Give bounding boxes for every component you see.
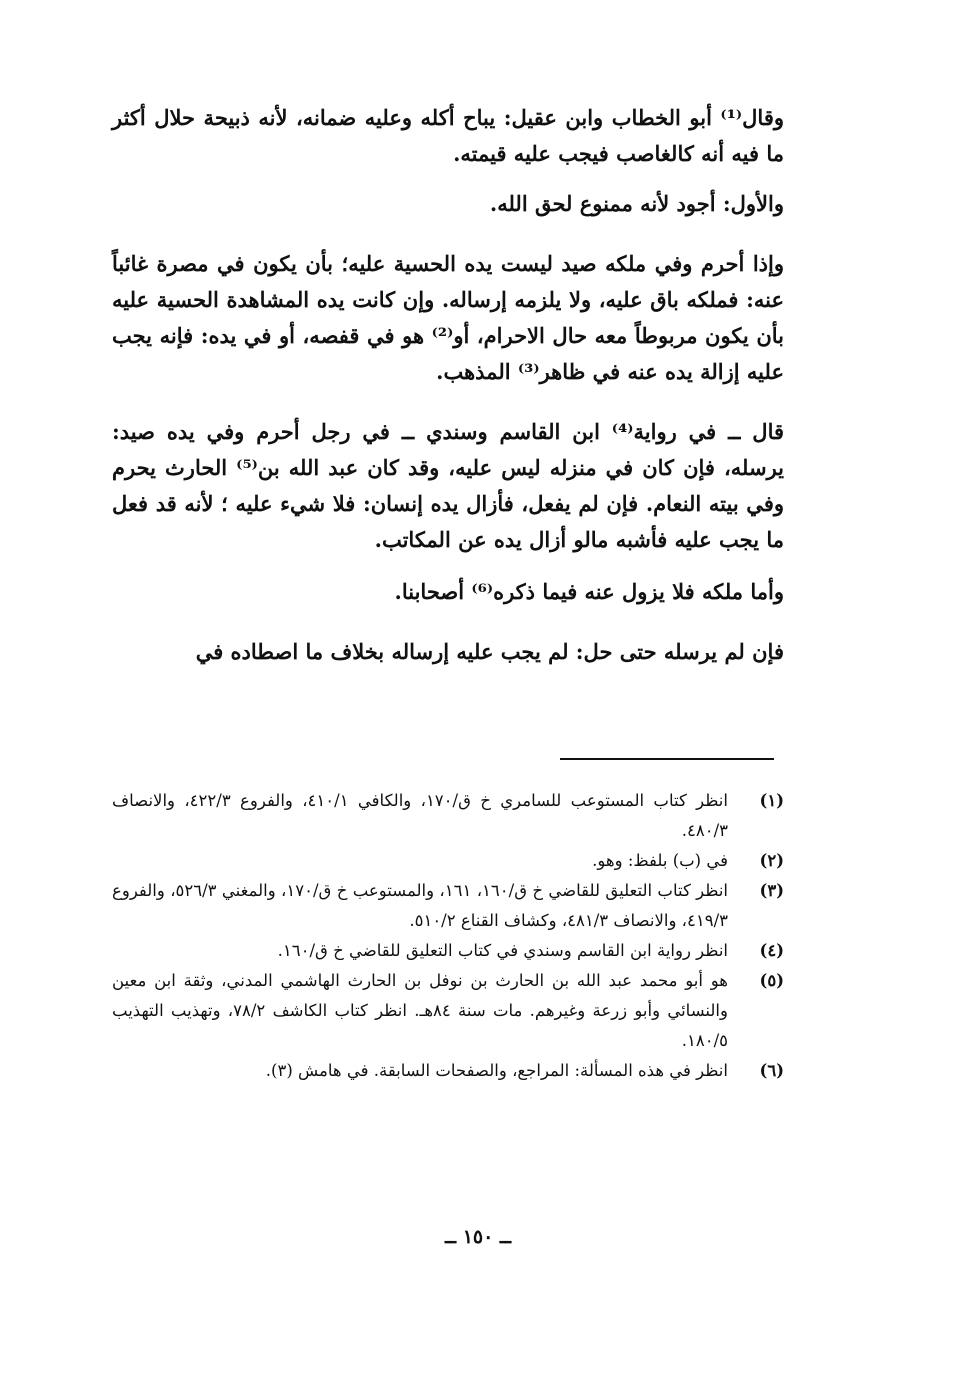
footnote-6 xyxy=(112,1056,784,1086)
footnote-number: (٤) xyxy=(759,941,784,960)
footnote-number: (١) xyxy=(759,791,784,810)
footnote-separator xyxy=(560,758,774,760)
footnote-text: هو أبو محمد عبد الله بن الحارث بن نوفل بن الحارث الهاشمي المدني، وثقة ابن معين والنسائي وأبو زرعة وغيرهم. مات سنة ٨٤هـ. انظر كتاب الكاشف ٧٨/٢، وتهذيب التهذيب ١٨٠/٥. xyxy=(112,971,728,1050)
paragraph-3: وإذا أحرم وفي ملكه صيد ليست يده الحسية عليه؛ بأن يكون في مصرة غائباً عنه: فملكه باق عليه، ولا يلزمه إرساله. وإن كانت يده المشاهدة الحسية عليه بأن يكون مربوطاً معه حال الاحرام، أو⁽²⁾ هو في قفصه، أو في يده: فإنه يجب عليه إزالة يده عنه في ظاهر⁽³⁾ المذهب. xyxy=(112,251,784,384)
footnote-text: انظر رواية ابن القاسم وسندي في كتاب التعليق للقاضي خ ق/١٦٠. xyxy=(277,941,728,960)
paragraph-5: وأما ملكه فلا يزول عنه فيما ذكره⁽⁶⁾ أصحابنا. xyxy=(394,579,784,604)
footnote-text: انظر في هذه المسألة: المراجع، والصفحات السابقة. في هامش (٣). xyxy=(265,1061,728,1080)
footnote-1 xyxy=(112,786,784,846)
footnote-number: (٣) xyxy=(759,881,784,900)
footnote-text: في (ب) بلفظ: وهو. xyxy=(592,851,728,870)
footnote-text: انظر كتاب المستوعب للسامري خ ق/١٧٠، والكافي ٤١٠/١، والفروع ٤٢٢/٣، والانصاف ٤٨٠/٣. xyxy=(112,791,728,840)
page-number: ــ ١٥٠ ــ xyxy=(444,1226,512,1248)
footnote-number: (٢) xyxy=(759,851,784,870)
footnotes xyxy=(112,786,784,1086)
footnote-3 xyxy=(112,876,784,936)
paragraph-1: وقال⁽¹⁾ أبو الخطاب وابن عقيل: يباح أكله وعليه ضمانه، لأنه ذبيحة حلال أكثر ما فيه أنه كالغاصب فيجب عليه قيمته. xyxy=(112,105,784,166)
footnote-4 xyxy=(112,936,784,966)
footnote-2 xyxy=(112,846,784,876)
paragraph-2: والأول: أجود لأنه ممنوع لحق الله. xyxy=(489,191,784,216)
footnote-number: (٦) xyxy=(759,1061,784,1080)
paragraph-4: قال ــ في رواية⁽⁴⁾ ابن القاسم وسندي ــ في رجل أحرم وفي يده صيد: يرسله، فإن كان في منزله ليس عليه، وقد كان عبد الله بن⁽⁵⁾ الحارث يحرم وفي بيته النعام. فإن لم يفعل، فأزال يده إنسان: فلا شيء عليه ؛ لأنه قد فعل ما يجب عليه فأشبه مالو أزال يده عن المكاتب. xyxy=(112,419,785,552)
paragraph-6: فإن لم يرسله حتى حل: لم يجب عليه إرساله بخلاف ما اصطاده في xyxy=(195,639,784,664)
footnote-5 xyxy=(112,966,784,1056)
main-text xyxy=(112,100,784,670)
footnote-number: (٥) xyxy=(759,971,784,990)
footnote-text: انظر كتاب التعليق للقاضي خ ق/١٦٠، ١٦١، والمستوعب خ ق/١٧٠، والمغني ٥٢٦/٣، والفروع ٤١٩/٣، والانصاف ٤٨١/٣، وكشاف القناع ٥١٠/٢. xyxy=(112,881,728,930)
